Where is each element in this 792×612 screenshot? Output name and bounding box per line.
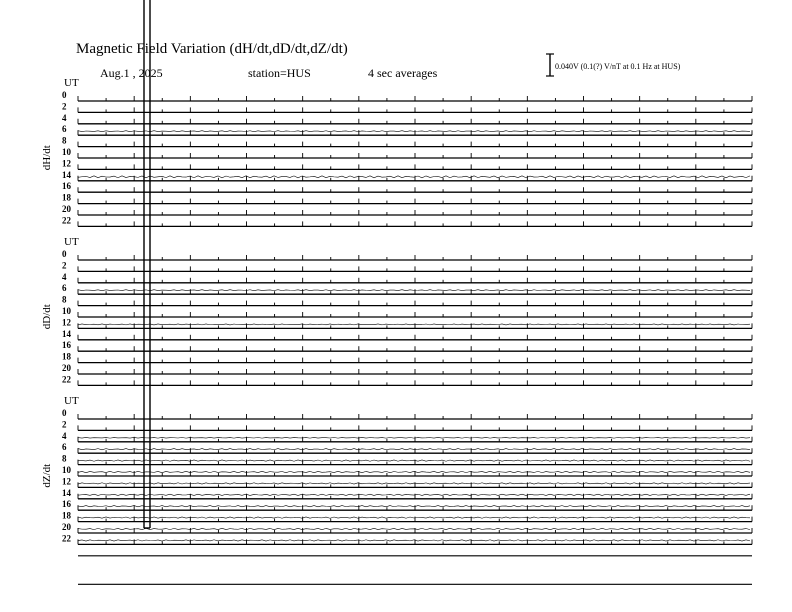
hour-tick-label: 22: [62, 374, 71, 385]
scale-label: 0.040V (0.1(?) V/nT at 0.1 Hz at HUS): [555, 62, 681, 71]
hour-tick-label: 0: [62, 249, 67, 259]
hour-tick-label: 0: [62, 90, 67, 100]
plot-title: Magnetic Field Variation (dH/dt,dD/dt,dZ/dt): [76, 41, 348, 57]
hour-tick-label: 2: [62, 260, 67, 271]
averaging-label: 4 sec averages: [368, 66, 438, 80]
hour-tick-label: 12: [62, 317, 71, 328]
hour-tick-label: 14: [62, 169, 71, 180]
hour-tick-label: 18: [62, 510, 71, 521]
hour-tick-label: 6: [62, 124, 67, 135]
hour-tick-label: 6: [62, 283, 67, 294]
hour-tick-label: 4: [62, 271, 67, 282]
hour-tick-label: 2: [62, 419, 67, 430]
hour-tick-label: 2: [62, 101, 67, 112]
hour-tick-label: 4: [62, 430, 67, 441]
y-axis-label: dH/dt: [41, 145, 53, 171]
trace-line: [78, 517, 750, 518]
hour-tick-label: 20: [62, 363, 71, 373]
hour-tick-label: 18: [62, 351, 71, 362]
station-label: station=HUS: [248, 66, 311, 80]
ut-label: UT: [64, 236, 79, 248]
ut-label: UT: [64, 395, 79, 407]
trace-line: [78, 290, 750, 291]
hour-tick-label: 12: [62, 476, 71, 487]
trace-line: [78, 324, 750, 325]
hour-tick-label: 6: [62, 442, 67, 453]
hour-tick-label: 10: [62, 147, 71, 157]
date-label: Aug.1 , 2025: [100, 66, 163, 80]
hour-tick-label: 10: [62, 465, 71, 475]
hour-tick-label: 20: [62, 522, 71, 532]
hour-tick-label: 4: [62, 112, 67, 123]
panel-dd: [41, 236, 752, 385]
panel-dh: [41, 77, 752, 226]
hour-tick-label: 16: [62, 499, 71, 510]
panel-dz: [41, 395, 752, 544]
trace-line: [78, 483, 750, 484]
hour-tick-label: 0: [62, 408, 67, 418]
hour-tick-label: 16: [62, 340, 71, 351]
hour-tick-label: 16: [62, 181, 71, 192]
trace-line: [78, 460, 750, 461]
hour-tick-label: 22: [62, 533, 71, 544]
hour-tick-label: 8: [62, 135, 67, 146]
hour-tick-label: 14: [62, 328, 71, 339]
hour-tick-label: 12: [62, 158, 71, 169]
trace-line: [78, 506, 750, 507]
y-axis-label: dD/dt: [41, 304, 53, 330]
hour-tick-label: 8: [62, 294, 67, 305]
trace-line: [78, 131, 750, 132]
ut-label: UT: [64, 77, 79, 89]
trace-line: [78, 437, 750, 438]
scale-bar: [546, 54, 554, 76]
hour-tick-label: 8: [62, 453, 67, 464]
hour-tick-label: 18: [62, 192, 71, 203]
trace-line: [78, 471, 750, 472]
trace-line: [78, 528, 750, 529]
trace-line: [78, 176, 750, 178]
hour-tick-label: 10: [62, 306, 71, 316]
y-axis-label: dZ/dt: [41, 463, 53, 488]
hour-tick-label: 20: [62, 204, 71, 214]
trace-line: [78, 494, 750, 495]
hour-tick-label: 22: [62, 215, 71, 226]
trace-line: [78, 540, 750, 541]
trace-line: [78, 449, 750, 450]
hour-tick-label: 14: [62, 487, 71, 498]
